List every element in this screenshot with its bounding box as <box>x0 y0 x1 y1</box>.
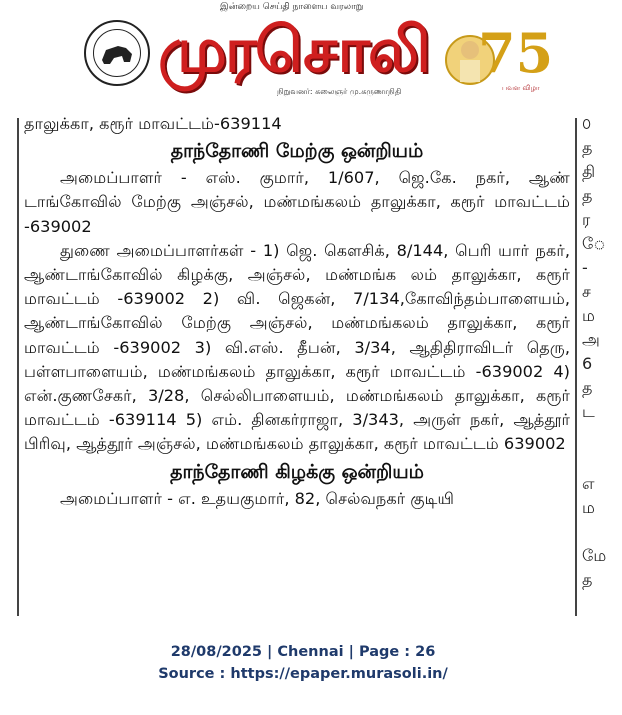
anniversary-number: 75 <box>478 21 554 85</box>
adjacent-fragment: எ <box>582 474 595 493</box>
anniversary-75-badge <box>440 10 554 98</box>
anniversary-caption: பவள விழா <box>502 84 540 92</box>
adjacent-fragment <box>582 520 622 544</box>
adjacent-fragment: ம <box>582 306 595 325</box>
deputy-organizers-paragraph: துணை அமைப்பாளர்கள் - 1) ஜெ. கௌசிக், 8/144, பெரி யார் நகர், ஆண்டாங்கோவில் கிழக்கு, அஞ்சல், மண்மங்க லம் தாலுக்கா, கரூர் மாவட்டம் -639002 2) வி. ஜெகன், 7/134,கோவிந்தம்பாளையம், ஆண்டாங்கோவில் மேற்கு அஞ்சல், மண்மங்கலம் தாலுக்கா, கரூர் மாவட்டம் -639002 3) வி.எஸ். தீபன், 3/34, ஆதிதிராவிடர் தெரு, பள்ளபாளையம், மண்மங்கலம் தாலுக்கா, கரூர் மாவட்டம் -639002 4) என்.குணசேகர், 3/28, செல்லிபாளையம், மண்மங்கலம் தாலுக்கா, கரூர் மாவட்டம் -639114 5) எம். தினகர்ராஜா, 3/343, அருள் நகர், ஆத்தூர் பிரிவு, ஆத்தூர் அஞ்சல், மண்மங்கலம் தாலுக்கா, கரூர் மாவட்டம் 639002 <box>24 240 570 454</box>
founder-line: நிறுவனர்: கலைஞர் மு.கருணாநிதி <box>277 87 402 96</box>
adjacent-fragment: ட <box>582 402 595 421</box>
adjacent-fragment: ச <box>582 282 591 301</box>
adjacent-fragment: ர <box>582 210 591 229</box>
page-footer <box>0 641 606 685</box>
adjacent-fragment: த <box>582 138 593 157</box>
adjacent-fragment: த <box>582 378 593 397</box>
adjacent-fragment: த <box>582 186 593 205</box>
adjacent-fragment: ௦ <box>582 114 592 133</box>
adjacent-fragment <box>582 448 622 472</box>
column-divider-right <box>575 118 577 616</box>
adjacent-fragment: ம <box>582 498 595 517</box>
masthead <box>0 0 606 105</box>
adjacent-fragment: மே <box>582 546 607 565</box>
article-clip <box>0 112 606 616</box>
adjacent-fragment <box>582 424 622 448</box>
adjacent-fragment: தி <box>582 162 596 181</box>
column-divider-left <box>17 118 19 616</box>
party-seal-icon <box>84 20 150 86</box>
organizer-paragraph: அமைப்பாளர் - எஸ். குமார், 1/607, ஜெ.கே. நகர், ஆண் டாங்கோவில் மேற்கு அஞ்சல், மண்மங்கலம் தாலுக்கா, கரூர் மாவட்டம் -639002 <box>24 168 570 236</box>
footer-source: Source : https://epaper.murasoli.in/ <box>158 666 448 682</box>
section-heading-east: தாந்தோணி கிழக்கு ஒன்றியம் <box>170 460 424 483</box>
adjacent-fragment: அ <box>582 330 600 349</box>
section-heading-west: தாந்தோணி மேற்கு ஒன்றியம் <box>170 140 424 163</box>
adjacent-fragment: த <box>582 570 593 589</box>
adjacent-fragment: ே <box>582 234 606 253</box>
organizer-east-paragraph: அமைப்பாளர் - எ. உதயகுமார், 82, செல்வநகர் குடியி <box>60 488 455 508</box>
footer-date-location: 28/08/2025 | Chennai | Page : 26 <box>170 644 436 660</box>
newspaper-logo: முரசொலி <box>158 13 429 86</box>
article-first-line: தாலுக்கா, கரூர் மாவட்டம்-639114 <box>24 114 282 133</box>
adjacent-fragment: 6 <box>582 354 593 373</box>
article-column <box>24 112 570 511</box>
masthead-tagline: இன்றைய செய்தி நாளைய வரலாறு <box>220 2 364 12</box>
adjacent-fragment: - <box>582 258 588 277</box>
adjacent-column-fragments <box>582 112 622 592</box>
